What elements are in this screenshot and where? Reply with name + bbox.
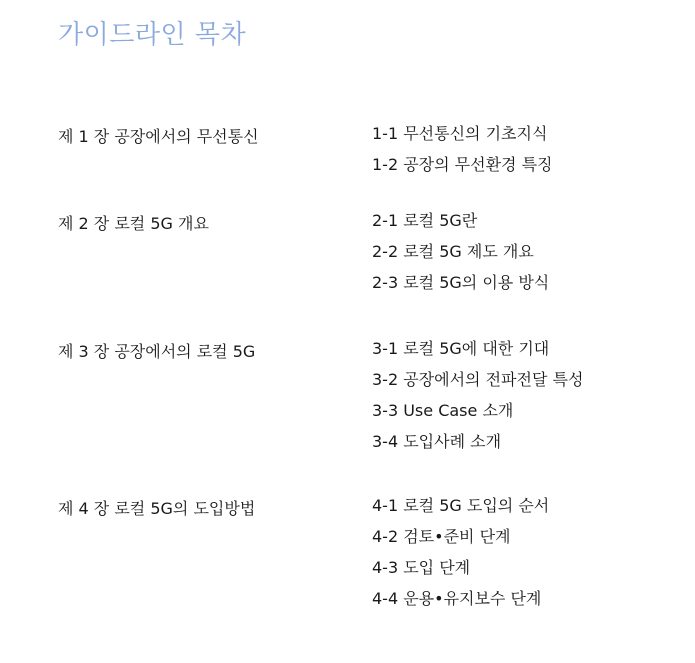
chapter-3-sections <box>372 339 583 463</box>
section-3-1[interactable]: 3-1 로컬 5G에 대한 기대 <box>372 339 550 358</box>
chapter-4-title[interactable]: 제 4 장 로컬 5G의 도입방법 <box>58 499 256 518</box>
section-4-3[interactable]: 4-3 도입 단계 <box>372 558 471 577</box>
section-4-4[interactable]: 4-4 운용•유지보수 단계 <box>372 589 542 608</box>
chapter-2-sections <box>372 211 549 304</box>
section-3-2[interactable]: 3-2 공장에서의 전파전달 특성 <box>372 370 584 389</box>
section-1-2[interactable]: 1-2 공장의 무선환경 특징 <box>372 155 553 174</box>
section-2-3[interactable]: 2-3 로컬 5G의 이용 방식 <box>372 273 550 292</box>
section-4-2[interactable]: 4-2 검토•준비 단계 <box>372 527 511 546</box>
section-1-1[interactable]: 1-1 무선통신의 기초지식 <box>372 124 548 143</box>
section-2-1[interactable]: 2-1 로컬 5G란 <box>372 211 478 230</box>
section-3-3[interactable]: 3-3 Use Case 소개 <box>372 401 514 420</box>
section-4-1[interactable]: 4-1 로컬 5G 도입의 순서 <box>372 496 550 515</box>
page-title: 가이드라인 목차 <box>58 20 247 50</box>
chapter-3-title[interactable]: 제 3 장 공장에서의 로컬 5G <box>58 342 256 361</box>
chapter-1-title[interactable]: 제 1 장 공장에서의 무선통신 <box>58 127 259 146</box>
chapter-4-sections <box>372 496 549 620</box>
chapter-1-sections <box>372 124 553 186</box>
chapter-2-title[interactable]: 제 2 장 로컬 5G 개요 <box>58 214 209 233</box>
section-3-4[interactable]: 3-4 도입사례 소개 <box>372 432 502 451</box>
section-2-2[interactable]: 2-2 로컬 5G 제도 개요 <box>372 242 534 261</box>
